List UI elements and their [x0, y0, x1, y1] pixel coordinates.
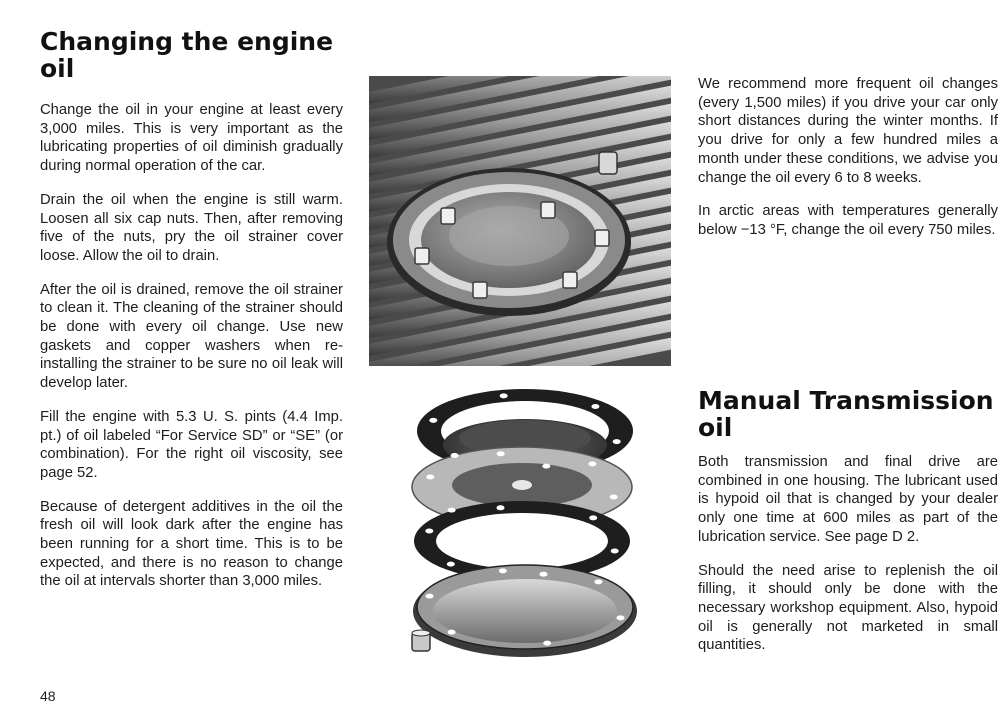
paragraph: Drain the oil when the engine is still warm. Loosen all six cap nuts. Then, after removing five of the nuts, pry the oil strainer cover loose. Allow the oil to drain.: [40, 191, 343, 264]
bolt-hole: [497, 505, 505, 510]
bolt-hole: [448, 630, 456, 635]
bolt-hole: [426, 475, 434, 480]
bolt-hole: [610, 495, 618, 500]
bolt-hole: [425, 529, 433, 534]
drain-plug: [412, 630, 430, 651]
bolt-hole: [540, 572, 548, 577]
transmission-oil-text-column: [698, 453, 998, 670]
bolt-hole: [499, 568, 507, 573]
bolt-hole: [500, 393, 508, 398]
section-heading-transmission-oil: Manual Transmission oil: [698, 386, 994, 442]
bolt-hole: [451, 453, 459, 458]
bolt-hole: [543, 641, 551, 646]
bolt-hole: [613, 439, 621, 444]
bolt-hole: [594, 579, 602, 584]
bolt-hole: [429, 418, 437, 423]
bolt-hole: [611, 549, 619, 554]
paragraph: Change the oil in your engine at least every 3,000 miles. This is very important as the lubricating properties of oil diminish gradually during normal operation of the car.: [40, 102, 343, 175]
paragraph: We recommend more frequent oil changes (every 1,500 miles) if you drive your car only short distances during the winter months. If you drive for only a few hundred miles a month under these conditions, we advise you change the oil every 6 to 8 weeks.: [698, 76, 998, 186]
bolt-hole: [542, 464, 550, 469]
paragraph: Both transmission and final drive are combined in one housing. The lubricant used is hypoid oil that is changed by your dealer only one time at 600 miles as part of the lubrication service. See page D 2.: [698, 454, 998, 545]
paragraph: After the oil is drained, remove the oil strainer to clean it. The cleaning of the strainer should be done with every oil change. Use new gaskets and copper washers when re-installing the strainer to be sure no oil leak will develop later.: [40, 281, 343, 392]
paragraph: In arctic areas with temperatures generally below −13 °F, change the oil every 750 miles.: [698, 203, 998, 238]
page-number: 48: [40, 688, 56, 704]
paragraph: Because of detergent additives in the oil the fresh oil will look dark after the engine has been running for a short time. This is to be expected, and there is no reason to change the oil at intervals shorter than 3,000 miles.: [40, 498, 343, 590]
bolt-hole: [591, 404, 599, 409]
engine-underside-photo: [369, 76, 671, 366]
bolt-hole: [447, 562, 455, 567]
bolt-hole: [539, 518, 547, 523]
oil-strainer-parts-photo: [400, 383, 645, 673]
engine-oil-text-column: [40, 101, 343, 606]
bolt-hole: [589, 515, 597, 520]
bolt-hole: [588, 461, 596, 466]
bolt-hole: [448, 508, 456, 513]
bolt-hole: [617, 615, 625, 620]
oil-change-frequency-text: [698, 75, 998, 255]
bolt-hole: [426, 594, 434, 599]
bolt-hole: [497, 451, 505, 456]
section-heading-engine-oil: Changing the engine oil: [40, 27, 334, 83]
paragraph: Fill the engine with 5.3 U. S. pints (4.4 Imp. pt.) of oil labeled “For Service SD” or “SE” (or combination). For the right oil viscosity, see page 52.: [40, 408, 343, 481]
paragraph: Should the need arise to replenish the oil filling, it should only be done with the necessary workshop equipment. Also, hypoid oil is generally not marketed in small quantities.: [698, 562, 998, 654]
strainer-cover: [413, 565, 637, 657]
